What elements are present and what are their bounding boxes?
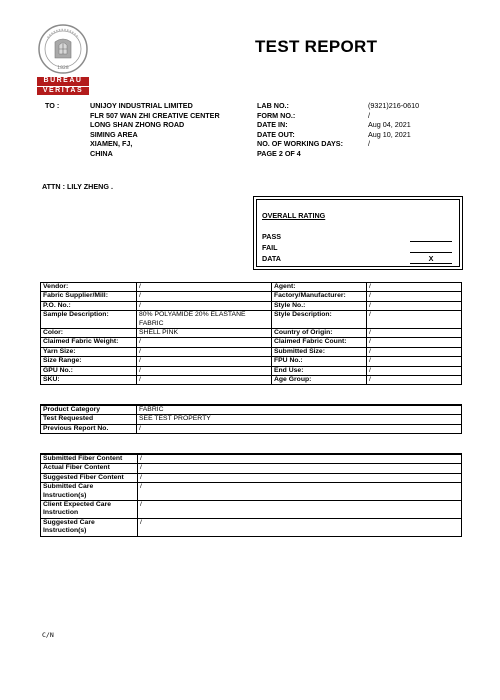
- detail-label: Submitted Size:: [272, 347, 367, 356]
- fiber-care-label: Suggested Care Instruction(s): [41, 518, 138, 536]
- date-in-value: Aug 04, 2021: [368, 120, 411, 129]
- pass-mark: [410, 232, 452, 242]
- data-label: DATA: [262, 254, 281, 263]
- detail-row: [41, 357, 462, 366]
- svg-text:1828: 1828: [57, 66, 69, 71]
- detail-label: Vendor:: [41, 283, 137, 292]
- detail-value: /: [367, 311, 462, 329]
- fiber-care-label: Client Expected Care Instruction: [41, 501, 138, 519]
- fiber-care-row: [41, 518, 462, 536]
- lab-no-value: (9321)216-0610: [368, 101, 420, 110]
- bureau-veritas-seal-logo: [38, 24, 88, 74]
- fiber-care-value: /: [138, 454, 462, 464]
- detail-value: /: [137, 376, 272, 385]
- detail-value: /: [367, 301, 462, 310]
- detail-value: /: [137, 338, 272, 347]
- detail-value: /: [367, 329, 462, 338]
- detail-row: [41, 283, 462, 292]
- product-category-table: [40, 404, 462, 434]
- detail-value: 80% POLYAMIDE 20% ELASTANE FABRIC: [137, 311, 272, 329]
- detail-row: [41, 311, 462, 329]
- sample-details-table: [40, 282, 462, 385]
- detail-label: Factory/Manufacturer:: [272, 292, 367, 301]
- detail-label: Style Description:: [272, 311, 367, 329]
- detail-value: /: [367, 366, 462, 375]
- form-no-value: /: [368, 110, 370, 120]
- lab-no-label: LAB NO.:: [257, 101, 289, 110]
- detail-label: GPU No.:: [41, 366, 137, 375]
- detail-label: Claimed Fabric Weight:: [41, 338, 137, 347]
- detail-value: /: [137, 347, 272, 356]
- page-number: PAGE 2 OF 4: [257, 148, 301, 158]
- detail-label: Sample Description:: [41, 311, 137, 329]
- overall-rating-inner-border: [256, 199, 460, 267]
- fiber-care-label: Submitted Care Instruction(s): [41, 483, 138, 501]
- detail-value: /: [137, 366, 272, 375]
- detail-label: Claimed Fabric Count:: [272, 338, 367, 347]
- detail-value: /: [367, 338, 462, 347]
- fiber-care-label: Submitted Fiber Content: [41, 454, 138, 464]
- fiber-care-row: [41, 454, 462, 464]
- detail-label: Yarn Size:: [41, 347, 137, 356]
- detail-value: /: [367, 292, 462, 301]
- fiber-care-value: /: [138, 464, 462, 473]
- detail-label: Color:: [41, 329, 137, 338]
- detail-row: [41, 301, 462, 310]
- category-row: [41, 424, 462, 433]
- category-label: Test Requested: [41, 415, 137, 424]
- address-line: LONG SHAN ZHONG ROAD: [90, 120, 185, 129]
- data-mark: X: [410, 254, 452, 264]
- detail-label: Age Group:: [272, 376, 367, 385]
- category-row: [41, 415, 462, 424]
- detail-value: /: [367, 357, 462, 366]
- fiber-care-value: /: [138, 501, 462, 519]
- detail-label: Style No.:: [272, 301, 367, 310]
- category-value: /: [137, 424, 462, 433]
- date-out-value: Aug 10, 2021: [368, 129, 411, 139]
- fiber-care-label: Suggested Fiber Content: [41, 473, 138, 482]
- date-in-label: DATE IN:: [257, 120, 288, 129]
- detail-label: P.O. No.:: [41, 301, 137, 310]
- address-line: UNIJOY INDUSTRIAL LIMITED: [90, 101, 193, 110]
- fiber-care-value: /: [138, 473, 462, 482]
- detail-row: [41, 329, 462, 338]
- fiber-care-value: /: [138, 483, 462, 501]
- address-line: CHINA: [90, 148, 113, 158]
- detail-row: [41, 338, 462, 347]
- detail-label: End Use:: [272, 366, 367, 375]
- category-value: SEE TEST PROPERTY: [137, 415, 462, 424]
- detail-value: /: [367, 347, 462, 356]
- detail-row: [41, 347, 462, 356]
- bureau-veritas-wordmark: [37, 77, 89, 94]
- date-out-label: DATE OUT:: [257, 129, 295, 139]
- attention-line: ATTN : LILY ZHENG .: [42, 182, 113, 191]
- category-label: Previous Report No.: [41, 424, 137, 433]
- fiber-care-label: Actual Fiber Content: [41, 464, 138, 473]
- to-label: TO :: [45, 101, 60, 110]
- lab-info-values: [368, 101, 419, 149]
- detail-value: SHELL PINK: [137, 329, 272, 338]
- address-line: SIMING AREA: [90, 129, 138, 139]
- logo-bureau-text: BUREAU: [37, 77, 89, 86]
- detail-row: [41, 376, 462, 385]
- detail-label: Country of Origin:: [272, 329, 367, 338]
- recipient-address: [90, 101, 220, 158]
- category-row: [41, 405, 462, 415]
- detail-value: /: [137, 357, 272, 366]
- detail-label: FPU No.:: [272, 357, 367, 366]
- footer-code: C/N: [42, 631, 54, 639]
- logo-veritas-text: VERITAS: [37, 86, 89, 96]
- fiber-care-row: [41, 464, 462, 473]
- working-days-value: /: [368, 139, 370, 148]
- detail-label: Fabric Supplier/Mill:: [41, 292, 137, 301]
- detail-label: Agent:: [272, 283, 367, 292]
- overall-rating-title: OVERALL RATING: [262, 211, 326, 220]
- detail-value: /: [137, 283, 272, 292]
- fiber-care-row: [41, 473, 462, 482]
- address-line: XIAMEN, FJ,: [90, 139, 133, 148]
- detail-row: [41, 292, 462, 301]
- report-title: TEST REPORT: [255, 37, 378, 56]
- working-days-label: NO. OF WORKING DAYS:: [257, 139, 343, 148]
- detail-row: [41, 366, 462, 375]
- detail-value: /: [367, 376, 462, 385]
- fail-label: FAIL: [262, 243, 278, 252]
- category-label: Product Category: [41, 405, 137, 415]
- address-line: FLR 507 WAN ZHI CREATIVE CENTER: [90, 110, 220, 120]
- detail-value: /: [137, 292, 272, 301]
- fail-mark: [410, 243, 452, 253]
- fiber-care-row: [41, 483, 462, 501]
- fiber-care-value: /: [138, 518, 462, 536]
- category-value: FABRIC: [137, 405, 462, 415]
- detail-label: Size Range:: [41, 357, 137, 366]
- detail-value: /: [367, 283, 462, 292]
- fiber-care-table: [40, 453, 462, 537]
- form-no-label: FORM NO.:: [257, 110, 296, 120]
- overall-rating-box: [253, 196, 463, 270]
- pass-label: PASS: [262, 232, 282, 241]
- detail-value: /: [137, 301, 272, 310]
- lab-info-labels: [257, 101, 343, 158]
- fiber-care-row: [41, 501, 462, 519]
- detail-label: SKU:: [41, 376, 137, 385]
